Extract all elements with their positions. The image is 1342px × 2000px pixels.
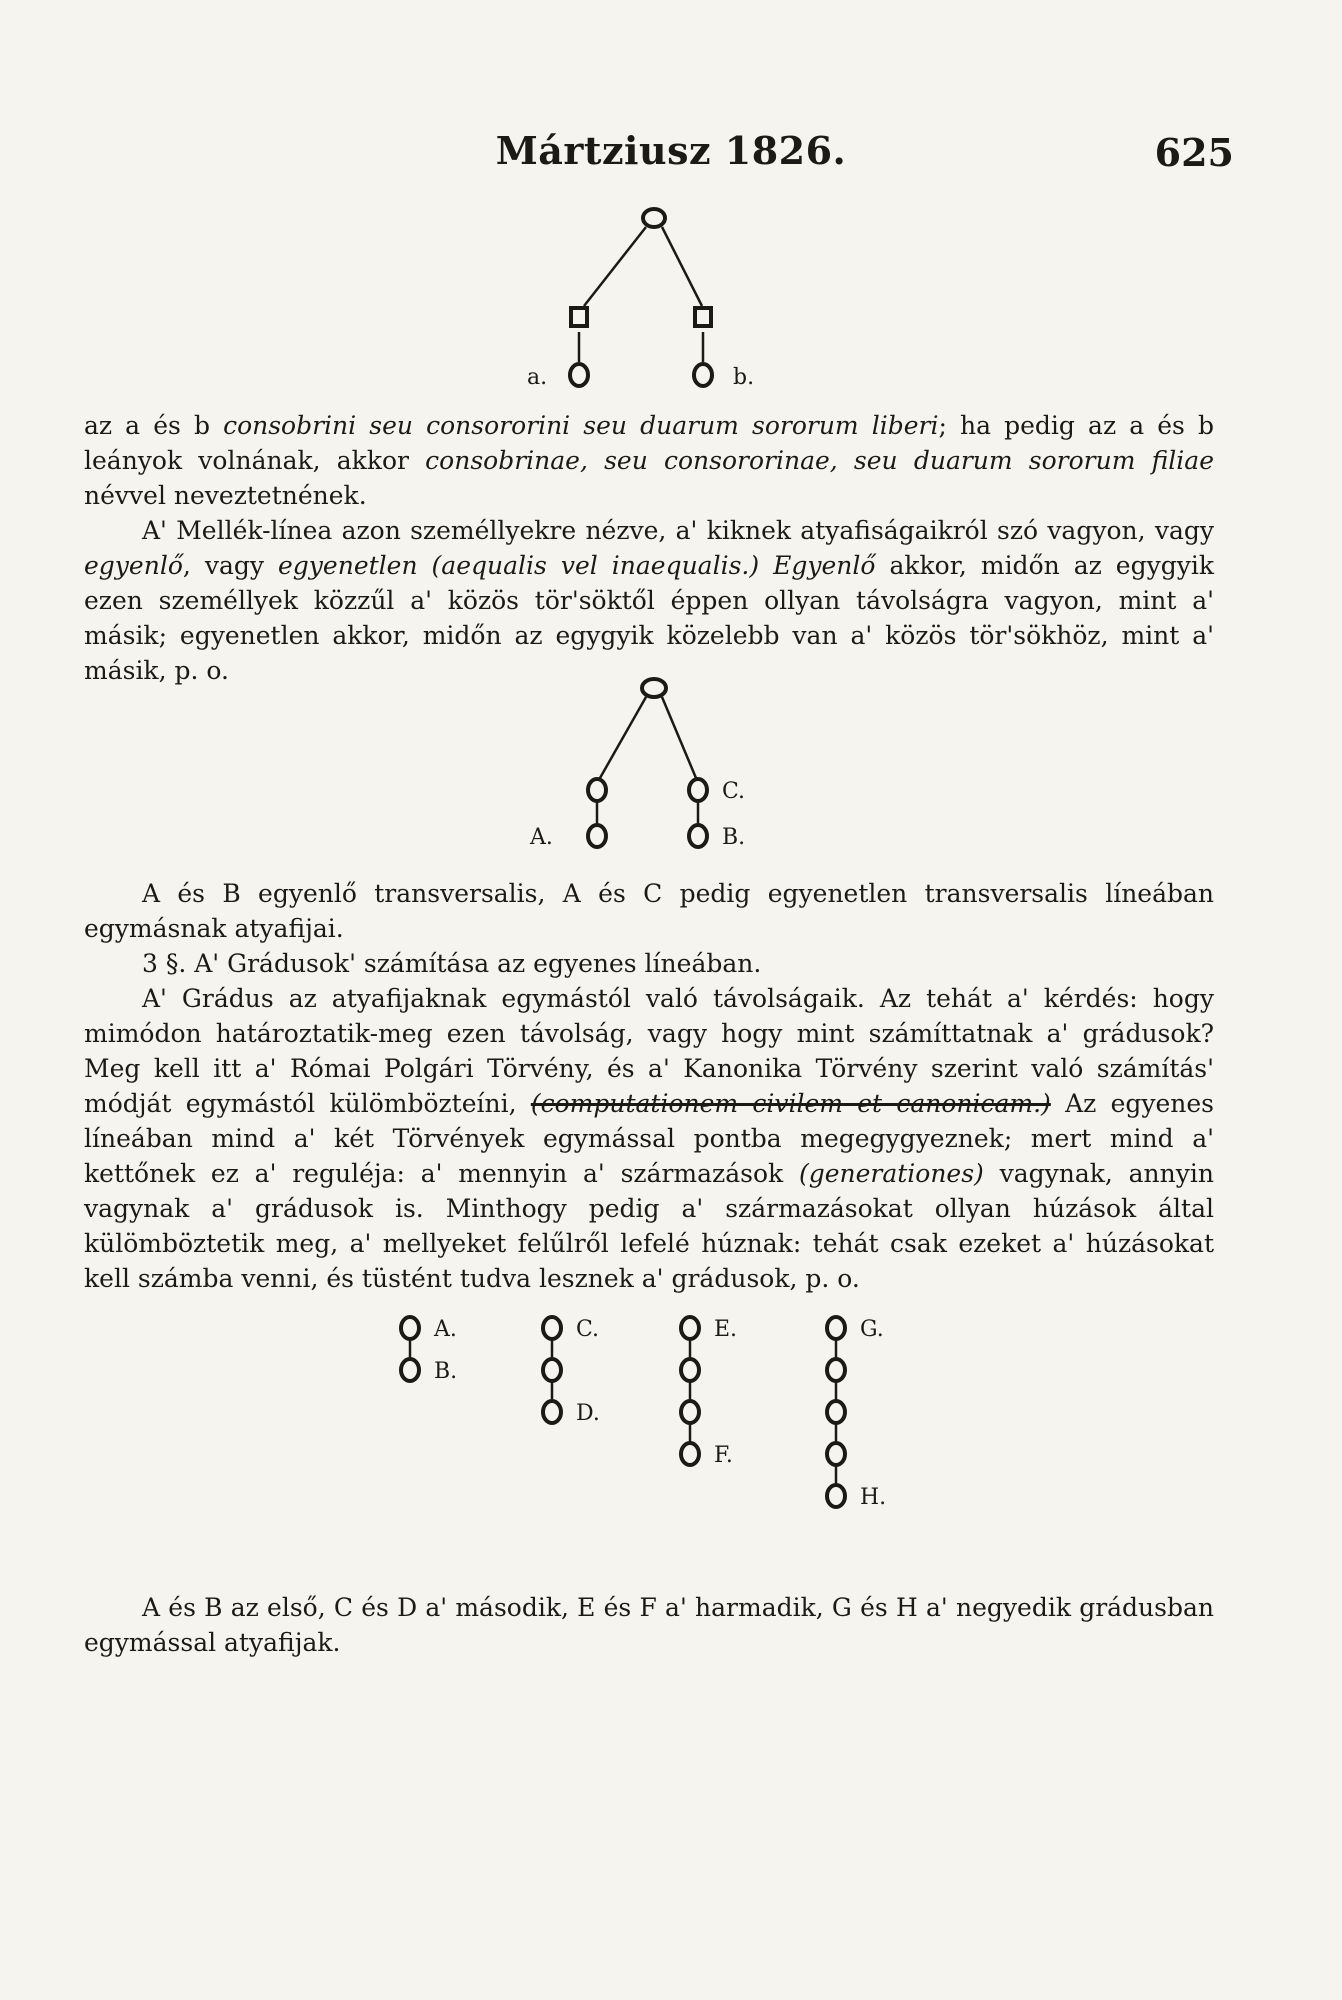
page-number: 625: [1154, 130, 1234, 175]
text-section-1: [84, 408, 1214, 688]
node-c: [543, 1317, 561, 1339]
node-b: [401, 1359, 419, 1381]
label-h: H.: [860, 1485, 887, 1510]
edge: [662, 227, 702, 306]
node: [827, 1401, 845, 1423]
label-c: C.: [722, 779, 746, 804]
node-child-right: [695, 308, 711, 326]
label-e: E.: [714, 1317, 738, 1342]
node-e: [681, 1317, 699, 1339]
node-a: [401, 1317, 419, 1339]
label-c: C.: [576, 1317, 600, 1342]
node-h: [827, 1485, 845, 1507]
node-g: [827, 1317, 845, 1339]
node: [681, 1401, 699, 1423]
node-b: [689, 825, 707, 847]
label-d: D.: [576, 1401, 600, 1426]
node-common-ancestor: [643, 209, 665, 227]
node-a: [570, 364, 588, 386]
paragraph-gradus: A' Grádus az atyafijaknak egymástól való távolságaik. Az tehát a' kérdés: hogy mimódon határoztatik-meg ezen távolság, vagy hogy mint számíttatnak a' grádusok? Meg kell itt a' Római Polgári Törvény, és a' Kanonika Törvény szerint való számítás' módját egymástól külömbözteíni, (computationem civilem et canonicam.) Az egyenes líneában mind a' két Törvények egymással pontba megegygyeznek; mert mind a' kettőnek ez a' reguléja: a' mennyin a' származások (generationes) vagynak, annyin vagynak a' grádusok is. Minthogy pedig a' származásokat ollyan húzások által külömböztetik meg, a' mellyeket felűlről lefelé húznak: tehát csak ezeket a' húzásokat kell számba venni, és tüstént tudva lesznek a' grádusok, p. o.: [84, 984, 1215, 1293]
node: [827, 1443, 845, 1465]
label-b: B.: [722, 825, 746, 850]
node: [543, 1359, 561, 1381]
node-common-ancestor: [642, 679, 666, 697]
genealogy-diagram-2: [0, 660, 1342, 860]
label-b: B.: [434, 1359, 458, 1384]
text-section-3: [84, 1590, 1214, 1660]
node: [827, 1359, 845, 1381]
paragraph-transversalis: A és B egyenlő transversalis, A és C pedig egyenetlen transversalis líneában egymásnak atyafijai.: [84, 879, 1214, 943]
label-a: a.: [527, 365, 548, 390]
label-b: b.: [733, 365, 755, 390]
node-b: [694, 364, 712, 386]
node-left-parent: [588, 779, 606, 801]
genealogy-diagram-1: [0, 0, 1342, 420]
label-g: G.: [860, 1317, 884, 1342]
node-c: [689, 779, 707, 801]
node-child-left: [571, 308, 587, 326]
edge: [584, 227, 646, 306]
edge: [662, 697, 696, 778]
page-header-title: Mártziusz 1826.: [495, 128, 847, 173]
section-heading: 3 §. A' Grádusok' számítása az egyenes líneában.: [142, 949, 762, 978]
text-section-2: [84, 876, 1214, 1296]
node-d: [543, 1401, 561, 1423]
label-a: A.: [434, 1317, 457, 1342]
label-f: F.: [714, 1443, 733, 1468]
paragraph-consobrini: az a és b consobrini seu consororini seu duarum sororum liberi; ha pedig az a és b leányok volnának, akkor consobrinae, seu consororinae, seu duarum sororum filiae névvel neveztetnének.: [84, 411, 1214, 510]
node: [681, 1359, 699, 1381]
paragraph-mellek-linea: A' Mellék-línea azon személlyekre nézve, a' kiknek atyafiságaikról szó vagyon, vagy egyenlő, vagy egyenetlen (aequalis vel inaequalis.) Egyenlő akkor, midőn az egygyik ezen személlyek közzűl a' közös tör'söktől éppen ollyan távolságra vagyon, mint a' másik; egyenetlen akkor, midőn az egygyik közelebb van a' közös tör'sökhöz, mint a' másik, p. o.: [84, 516, 1215, 685]
node-f: [681, 1443, 699, 1465]
paragraph-degrees: A és B az első, C és D a' második, E és F a' harmadik, G és H a' negyedik grádusban egymással atyafijak.: [84, 1593, 1214, 1657]
node-a: [588, 825, 606, 847]
label-a: A.: [530, 825, 553, 850]
genealogy-diagram-3: [0, 1300, 1342, 1580]
edge: [600, 697, 646, 778]
